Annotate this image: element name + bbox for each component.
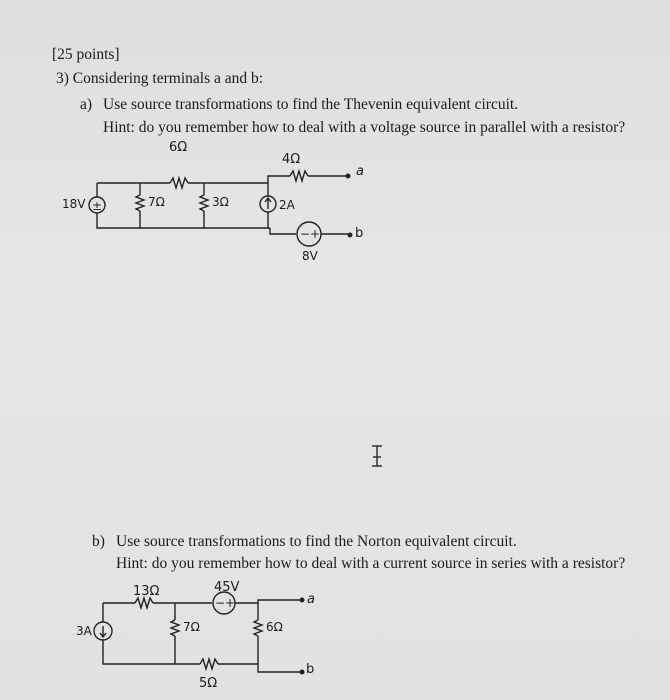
- label-2a: 2A: [279, 198, 295, 212]
- question-title: 3) Considering terminals a and b:: [56, 70, 264, 87]
- label-3-ohm: 3Ω: [212, 195, 229, 209]
- label-13-ohm: 13Ω: [133, 584, 160, 599]
- label-6-ohm: 6Ω: [169, 140, 188, 155]
- part-b-hint: Hint: do you remember how to deal with a current source in series with a resistor?: [116, 555, 626, 572]
- label-7-ohm-b: 7Ω: [183, 620, 200, 634]
- part-a-prompt: Use source transformations to find the Thevenin equivalent circuit.: [103, 96, 519, 113]
- label-3a: 3A: [76, 624, 92, 638]
- part-b-prompt: Use source transformations to find the Norton equivalent circuit.: [116, 533, 517, 550]
- part-b-label: b): [92, 533, 105, 550]
- label-terminal-a: a: [356, 164, 364, 179]
- label-4-ohm: 4Ω: [282, 152, 301, 167]
- resistor-7-ohm-b: [171, 620, 179, 636]
- label-45v: 45V: [214, 580, 240, 595]
- part-a-label: a): [80, 96, 93, 113]
- label-terminal-a-b: a: [307, 592, 315, 607]
- label-8v: 8V: [302, 249, 318, 263]
- svg-text:−+: −+: [300, 227, 321, 241]
- label-terminal-b: b: [355, 226, 364, 241]
- label-5-ohm: 5Ω: [199, 676, 218, 691]
- resistor-5-ohm: [200, 659, 218, 669]
- terminal-b-node-b: [300, 670, 305, 675]
- resistor-6-ohm: [254, 620, 262, 636]
- label-6-ohm-b: 6Ω: [266, 620, 283, 634]
- label-18v: 18V: [62, 197, 86, 211]
- terminal-a-node-b: [300, 598, 305, 603]
- resistor-13-ohm: [135, 598, 153, 608]
- part-a-hint: Hint: do you remember how to deal with a voltage source in parallel with a resistor?: [103, 119, 626, 136]
- svg-text:±: ±: [92, 199, 103, 213]
- label-7-ohm: 7Ω: [148, 195, 165, 209]
- points-label: [25 points]: [52, 46, 120, 63]
- label-terminal-b-b: b: [306, 662, 315, 677]
- svg-text:−+: −+: [215, 596, 236, 610]
